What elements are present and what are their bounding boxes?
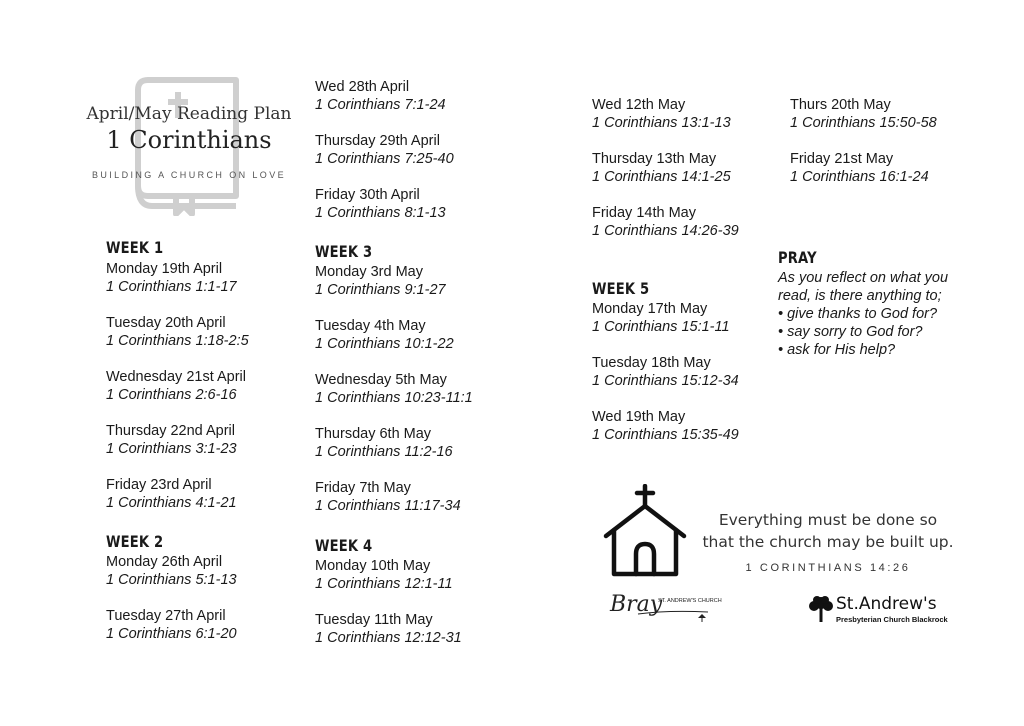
reading-day: Wed 19th May (592, 409, 686, 425)
reading-day: Thursday 6th May (315, 426, 432, 442)
st-andrews-name: St.Andrew's (836, 594, 937, 614)
reading-day: Monday 19th April (106, 261, 223, 277)
pray-line: • give thanks to God for? (778, 306, 938, 322)
reading-entry (790, 150, 929, 186)
reading-day: Monday 10th May (315, 558, 431, 574)
reading-ref: 1 Corinthians 10:1-22 (315, 336, 454, 352)
reading-day: Friday 23rd April (106, 477, 212, 493)
week-heading: WEEK 1 (106, 238, 164, 257)
reading-ref: 1 Corinthians 5:1-13 (106, 572, 237, 588)
reading-entry (106, 476, 237, 512)
reading-entry (592, 300, 730, 336)
reading-entry (315, 78, 446, 114)
reading-entry (592, 204, 739, 240)
reading-day: Thursday 29th April (315, 133, 440, 149)
week-heading: WEEK 4 (315, 536, 373, 555)
reading-ref: 1 Corinthians 1:1-17 (106, 279, 237, 295)
reading-entry (315, 263, 446, 299)
st-andrews-subtitle: Presbyterian Church Blackrock (836, 615, 948, 624)
reading-day: Friday 30th April (315, 187, 420, 203)
plan-title: April/May Reading Plan (86, 104, 292, 124)
reading-ref: 1 Corinthians 14:1-25 (592, 169, 731, 185)
reading-ref: 1 Corinthians 1:18-2:5 (106, 333, 249, 349)
week-heading: WEEK 2 (106, 532, 164, 551)
reading-entry (315, 317, 454, 353)
reading-ref: 1 Corinthians 15:12-34 (592, 373, 739, 389)
reading-ref: 1 Corinthians 8:1-13 (315, 205, 446, 221)
tree-icon (808, 594, 834, 624)
pray-line: As you reflect on what you (778, 270, 949, 286)
quote-reference: 1 CORINTHIANS 14:26 (745, 562, 911, 574)
reading-day: Tuesday 27th April (106, 608, 226, 624)
reading-day: Tuesday 11th May (315, 612, 433, 628)
reading-entry (315, 371, 473, 407)
reading-day: Thursday 22nd April (106, 423, 235, 439)
reading-day: Tuesday 18th May (592, 355, 711, 371)
reading-ref: 1 Corinthians 11:17-34 (315, 498, 461, 514)
reading-entry (315, 132, 454, 168)
reading-ref: 1 Corinthians 16:1-24 (790, 169, 929, 185)
reading-day: Monday 3rd May (315, 264, 423, 280)
reading-ref: 1 Corinthians 9:1-27 (315, 282, 446, 298)
reading-ref: 1 Corinthians 7:25-40 (315, 151, 454, 167)
reading-day: Wed 12th May (592, 97, 686, 113)
reading-day: Monday 17th May (592, 301, 708, 317)
reading-ref: 1 Corinthians 14:26-39 (592, 223, 739, 239)
week-heading: WEEK 5 (592, 279, 650, 298)
reading-ref: 1 Corinthians 10:23-11:1 (315, 390, 473, 406)
scripture-quote (690, 509, 966, 553)
reading-entry (315, 425, 453, 461)
st-andrews-logo (808, 594, 954, 626)
reading-ref: 1 Corinthians 13:1-13 (592, 115, 731, 131)
reading-entry (592, 408, 739, 444)
bray-logo-script: Bray (610, 592, 663, 617)
reading-day: Friday 21st May (790, 151, 894, 167)
reading-day: Wed 28th April (315, 79, 410, 95)
reading-entry (106, 260, 237, 296)
reading-day: Tuesday 20th April (106, 315, 226, 331)
reading-ref: 1 Corinthians 15:35-49 (592, 427, 739, 443)
reading-ref: 1 Corinthians 12:1-11 (315, 576, 453, 592)
reading-day: Friday 14th May (592, 205, 696, 221)
reading-entry (106, 422, 237, 458)
reading-ref: 1 Corinthians 15:1-11 (592, 319, 730, 335)
reading-entry (106, 553, 237, 589)
reading-day: Thurs 20th May (790, 97, 891, 113)
reading-entry (106, 607, 237, 643)
reading-ref: 1 Corinthians 12:12-31 (315, 630, 462, 646)
week-heading: WEEK 3 (315, 242, 373, 261)
reading-ref: 1 Corinthians 11:2-16 (315, 444, 453, 460)
reading-entry (315, 186, 446, 222)
reading-day: Wednesday 21st April (106, 369, 246, 385)
pray-line: • say sorry to God for? (778, 324, 923, 340)
pray-heading: PRAY (778, 248, 817, 267)
quote-line: that the church may be built up. (702, 533, 954, 551)
reading-entry (315, 479, 461, 515)
pray-line: • ask for His help? (778, 342, 896, 358)
reading-day: Friday 7th May (315, 480, 411, 496)
pray-line: read, is there anything to; (778, 288, 942, 304)
reading-ref: 1 Corinthians 15:50-58 (790, 115, 937, 131)
reading-day: Wednesday 5th May (315, 372, 447, 388)
church-icon (602, 484, 690, 578)
bray-church-logo (608, 592, 722, 626)
reading-day: Monday 26th April (106, 554, 223, 570)
quote-line: Everything must be done so (718, 511, 938, 529)
plan-book: 1 Corinthians (106, 126, 272, 154)
reading-entry (315, 611, 462, 647)
reading-entry (592, 354, 739, 390)
reading-entry (315, 557, 453, 593)
reading-ref: 1 Corinthians 6:1-20 (106, 626, 237, 642)
reading-day: Thursday 13th May (592, 151, 717, 167)
pray-prompts (778, 269, 948, 359)
bray-logo-subtext: ST. ANDREW'S CHURCH (658, 598, 722, 604)
reading-entry (790, 96, 937, 132)
reading-entry (106, 314, 249, 350)
reading-entry (592, 96, 731, 132)
reading-ref: 1 Corinthians 3:1-23 (106, 441, 237, 457)
reading-day: Tuesday 4th May (315, 318, 426, 334)
plan-header (84, 104, 294, 180)
reading-ref: 1 Corinthians 4:1-21 (106, 495, 237, 511)
reading-entry (106, 368, 246, 404)
reading-entry (592, 150, 731, 186)
plan-tagline: BUILDING A CHURCH ON LOVE (91, 170, 287, 180)
reading-ref: 1 Corinthians 7:1-24 (315, 97, 446, 113)
reading-ref: 1 Corinthians 2:6-16 (106, 387, 237, 403)
